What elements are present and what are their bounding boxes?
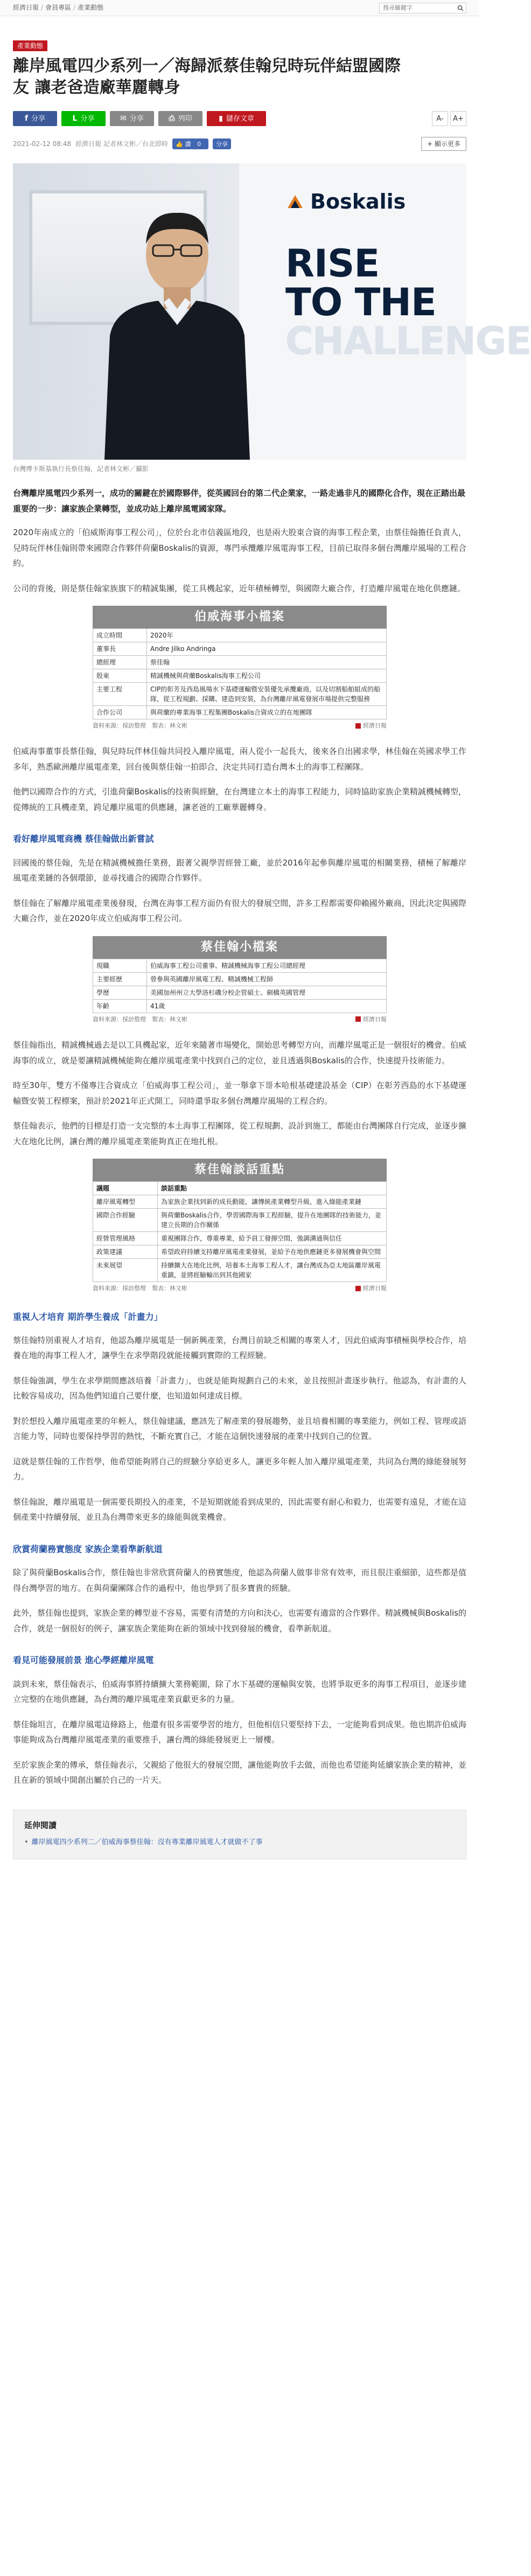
profile-brand-label: 經濟日報 [363, 1285, 387, 1292]
profile-brand-link[interactable] [355, 722, 387, 730]
facebook-like-button[interactable] [172, 139, 208, 149]
table-row [93, 972, 387, 986]
poster-slogan [285, 241, 531, 363]
topic-cell: 離岸風電轉型 [93, 1195, 158, 1209]
breadcrumb-separator: / [73, 4, 76, 12]
table-row [93, 986, 387, 999]
table-row [93, 706, 387, 719]
article-paragraph: 此外，蔡佳翰也提到，家族企業的轉型並不容易，需要有清楚的方向和決心，也需要有適當的合作夥伴。精誠機械與Boskalis的合作，就是一個很好的例子，讓家族企業能夠在新的領域中找到發展的機會，看準新航道。 [13, 1608, 466, 1633]
bookmark-icon: ▮ [219, 114, 223, 123]
company-poster [239, 163, 531, 460]
article-paragraph: 蔡佳翰說，離岸風電是一個需要長期投入的產業，不是短期就能看到成果的，因此需要有耐心和毅力，也需要有遠見，才能在這個產業中持續發展，並且為台灣帶來更多的綠能與就業機會。 [13, 1497, 466, 1522]
font-smaller-button[interactable]: A- [432, 111, 448, 126]
profile-brand-label: 經濟日報 [363, 1015, 387, 1023]
article-subheading: 重視人才培育 期許學生養成「計畫力」 [13, 1311, 163, 1322]
profile-footer [93, 1284, 387, 1292]
column-header: 談話重點 [158, 1182, 387, 1195]
article-paragraph: 公司的背後，則是蔡佳翰家族旗下的精誠集團，從工具機起家，近年積極轉型，與國際大廠合作，打造離岸風電在地化供應鏈。 [13, 583, 466, 593]
profile-value: CIP的彰芳及西島風場水下基礎運輸暨安裝優先承攬廠商，以及切割船舶組成的船隊，從工程規劃、採購、建造到安裝，為台灣離岸風電發展市場提供完整服務 [147, 683, 387, 706]
company-profile-table [93, 628, 387, 719]
profile-footer [93, 722, 387, 730]
article-paragraph: 對於想投入離岸風電產業的年輕人，蔡佳翰建議，應該先了解產業的發展趨勢，並且培養相關的專業能力，例如工程、管理或語言能力等，同時也要保持學習的熱忱，不斷充實自己，才能在這個快速發展的產業中找到自己的位置。 [13, 1416, 466, 1442]
profile-key: 董事長 [93, 642, 147, 656]
profile-brand-link[interactable] [355, 1284, 387, 1292]
article-paragraph: 談到未來，蔡佳翰表示，伯威海事將持續擴大業務範圍，除了水下基礎的運輸與安裝，也將爭取更多的海事工程項目，並逐步建立完整的在地供應鏈，為台灣的離岸風電產業貢獻更多的力量。 [13, 1679, 466, 1705]
company-profile-title: 伯威海事小檔案 [93, 606, 387, 628]
article-paragraph: 蔡佳翰特別重視人才培育，他認為離岸風電是一個新興產業，台灣目前缺乏相關的專業人才，因此伯威海事積極與學校合作，培養在地的海事工程人才，讓學生在求學階段就能接觸到實際的工程經驗。 [13, 1335, 466, 1361]
breadcrumb-separator: / [41, 4, 44, 12]
like-label: 讚 [185, 140, 191, 148]
line-icon: L [72, 114, 78, 123]
table-row [93, 1209, 387, 1232]
article-title-line-1: 離岸風電四少系列一／海歸派蔡佳翰兒時玩伴結盟國際 [13, 57, 401, 75]
top-navigation-bar [0, 0, 479, 16]
search-input[interactable] [380, 4, 455, 11]
photo-caption: 台灣博卡斯基執行長蔡佳翰，記者林文彬／攝影 [13, 465, 149, 473]
article-paragraph: 蔡佳翰表示，他們的目標是打造一支完整的本土海事工程團隊，從工程規劃、設計到施工，都能由台灣團隊自行完成，並逐步擴大在地化比例，讓台灣的離岸風電產業能夠真正在地扎根。 [13, 1121, 466, 1146]
table-row [93, 683, 387, 706]
article-meta [13, 137, 466, 150]
article-subheading: 看見可能發展前景 進心學經離岸風電 [13, 1655, 154, 1666]
column-header: 議題 [93, 1182, 158, 1195]
table-row [93, 1232, 387, 1245]
facebook-icon: f [24, 114, 29, 123]
brand-square-icon [355, 723, 361, 729]
profile-value: Andre Jilko Andringa [147, 642, 387, 656]
profile-brand-label: 經濟日報 [363, 722, 387, 729]
profile-source: 資料來源：採訪整理 製表：林文彬 [93, 722, 187, 729]
article-lead: 台灣離岸風電四少系列一，成功的關鍵在於國際夥伴，從英國回台的第二代企業家，一路走過非凡的國際化合作，現在正踏出最重要的一步：讓家族企業轉型，並成功站上離岸風電國家隊。 [13, 488, 466, 514]
facebook-share-small-button[interactable]: 分享 [213, 139, 231, 149]
brand-square-icon [355, 1016, 361, 1022]
profile-source: 資料來源：採訪整理 製表：林文彬 [93, 1015, 187, 1023]
article-title-line-2: 友 讓老爸造廠華麗轉身 [13, 78, 180, 97]
topic-cell: 未來展望 [93, 1259, 158, 1282]
table-row [93, 959, 387, 972]
facebook-share-button[interactable] [13, 111, 57, 126]
printer-icon: ⎙ [169, 114, 175, 123]
thumbs-up-icon: 👍 [175, 140, 183, 148]
article-paragraph: 蔡佳翰指出，精誠機械過去是以工具機起家，近年來隨著市場變化，開始思考轉型方向，而離岸風電正是一個很好的機會。伯威海事的成立，就是要讓精誠機械能夠在離岸風電產業中找到自己的定位，並且透過與Boskalis的合作，快速提升技術能力。 [13, 1040, 466, 1065]
article-paragraph: 至於家族企業的傳承，蔡佳翰表示，父親給了他很大的發展空間，讓他能夠放手去做，而他也希望能夠延續家族企業的精神，並且在新的領域中開創出屬於自己的一片天。 [13, 1760, 466, 1785]
article-subheading: 欣賞荷蘭務實態度 家族企業看準新航道 [13, 1543, 163, 1554]
profile-key: 主要工程 [93, 683, 147, 706]
profile-source: 資料來源：採訪整理 製表：林文彬 [93, 1285, 187, 1292]
article-paragraph: 這就是蔡佳翰的工作哲學，他希望能夠將自己的經驗分享給更多人，讓更多年輕人加入離岸風電產業，共同為台灣的綠能發展努力。 [13, 1456, 466, 1482]
article-photo [13, 163, 531, 460]
boskalis-logo-icon [285, 192, 305, 211]
print-button[interactable] [158, 111, 202, 126]
brand-square-icon [355, 1286, 361, 1291]
profile-key: 年齡 [93, 999, 147, 1013]
company-profile-box [93, 606, 387, 730]
profile-value: 41歲 [147, 999, 387, 1013]
table-row [93, 656, 387, 669]
publish-datetime: 2021-02-12 08:48 [13, 140, 72, 148]
breadcrumb-members[interactable]: 會員專區 [45, 4, 72, 12]
profile-value: 與荷蘭的專業海事工程集團Boskalis合資成立的在地團隊 [147, 706, 387, 719]
point-cell: 希望政府持續支持離岸風電產業發展，並給予在地供應鏈更多發展機會與空間 [158, 1245, 387, 1259]
topic-cell: 政策建議 [93, 1245, 158, 1259]
person-profile-table [93, 959, 387, 1013]
profile-value: 曾參與英國離岸風電工程、精誠機械工程師 [147, 972, 387, 986]
article-paragraph: 伯威海事董事長蔡佳翰，與兒時玩伴林佳翰共同投入離岸風電，兩人從小一起長大，後來各自出國求學，林佳翰在英國求學工作多年，熟悉歐洲離岸風電產業，回台後與蔡佳翰一拍即合，決定共同打造台灣本土的海事工程團隊。 [13, 746, 466, 772]
profile-key: 股東 [93, 669, 147, 683]
person-profile-box [93, 936, 387, 1023]
profile-value: 美國加州州立大學洛杉磯分校企管碩士、劍橋英國管理 [147, 986, 387, 999]
table-row [93, 629, 387, 642]
extended-reading-box [13, 1810, 466, 1859]
topic-cell: 國際合作經驗 [93, 1209, 158, 1232]
point-cell: 重視團隊合作，尊重專業，給予員工發揮空間，強調溝通與信任 [158, 1232, 387, 1245]
slogan-line-1: RISE [285, 241, 380, 286]
line-share-button[interactable] [61, 111, 106, 126]
save-article-button[interactable] [207, 111, 266, 126]
table-row [93, 999, 387, 1013]
profile-value: 2020年 [147, 629, 387, 642]
extended-reading-link-text: 離岸風電四少系列二／伯威海事蔡佳翰：沒有專業離岸風電人才就做不了事 [31, 1838, 263, 1847]
table-row [93, 1245, 387, 1259]
boskalis-logo [285, 191, 406, 212]
profile-brand-link[interactable] [355, 1015, 387, 1023]
mail-icon: ✉ [120, 114, 127, 123]
article-title [13, 56, 466, 99]
article-paragraph: 回國後的蔡佳翰，先是在精誠機械擔任業務，跟著父親學習經營工廠，並於2016年起參與離岸風電的相關業務，積極了解離岸風電產業鏈的各個環節，並尋找適合的國際合作夥伴。 [13, 857, 466, 883]
mail-share-button[interactable] [110, 111, 154, 126]
talking-points-box [93, 1159, 387, 1292]
table-header-row [93, 1182, 387, 1195]
follow-button[interactable]: + 顯示更多 [421, 137, 466, 151]
table-row [93, 669, 387, 683]
article [13, 16, 531, 1859]
table-row [93, 1195, 387, 1209]
article-subheading: 看好離岸風電商機 蔡佳翰做出新嘗試 [13, 834, 154, 844]
point-cell: 為家族企業找到新的成長動能，讓傳統產業轉型升級，進入綠能產業鏈 [158, 1195, 387, 1209]
mail-share-label: 分享 [129, 114, 144, 123]
font-larger-button[interactable]: A+ [450, 111, 466, 126]
table-row [93, 642, 387, 656]
profile-value: 蔡佳翰 [147, 656, 387, 669]
line-share-label: 分享 [80, 114, 95, 123]
topic-cell: 經營管理風格 [93, 1232, 158, 1245]
table-row [93, 1259, 387, 1282]
profile-key: 成立時間 [93, 629, 147, 642]
profile-key: 現職 [93, 959, 147, 972]
brand-name: Boskalis [310, 190, 406, 213]
slogan-line-3: CHALLENGE [285, 319, 531, 363]
section-tag[interactable]: 產業動態 [13, 40, 47, 51]
save-article-label: 儲存文章 [226, 114, 254, 123]
reporter-byline: 經濟日報 記者林文彬／台北即時 [75, 140, 168, 148]
point-cell: 持續擴大在地化比例，培養本土海事工程人才，讓台灣成為亞太地區離岸風電重鎮，並將經驗輸出到其他國家 [158, 1259, 387, 1282]
talking-points-table [93, 1181, 387, 1282]
person-profile-title: 蔡佳翰小檔案 [93, 936, 387, 959]
profile-value: 伯威海事工程公司董事、精誠機械海事工程公司總經理 [147, 959, 387, 972]
article-paragraph: 除了與荷蘭Boskalis合作，蔡佳翰也非常欣賞荷蘭人的務實態度，他認為荷蘭人做事非常有效率，而且很注重細節，這些都是值得台灣學習的地方。在與荷蘭團隊合作的過程中，他也學到了很多寶貴的經驗。 [13, 1568, 466, 1593]
breadcrumb-home[interactable]: 經濟日報 [13, 4, 39, 12]
point-cell: 與荷蘭Boskalis合作，學習國際海事工程經驗，提升在地團隊的技術能力，並建立長期的合作關係 [158, 1209, 387, 1232]
article-paragraph: 蔡佳翰在了解離岸風電產業後發現，台灣在海事工程方面仍有很大的發展空間，許多工程都需要仰賴國外廠商，因此決定與國際大廠合作，並在2020年成立伯威海事工程公司。 [13, 898, 466, 924]
person-portrait [94, 196, 261, 460]
share-toolbar [13, 110, 466, 127]
like-count: 0 [197, 140, 201, 148]
article-paragraph: 蔡佳翰強調，學生在求學期間應該培養「計畫力」，也就是能夠規劃自己的未來，並且按照計畫逐步執行。他認為，有計畫的人比較容易成功，因為他們知道自己要什麼，也知道如何達成目標。 [13, 1375, 466, 1401]
profile-key: 學歷 [93, 986, 147, 999]
article-paragraph: 時至30年，雙方不僅專注合資成立「伯威海事工程公司」，並一舉拿下哥本哈根基礎建設基金（CIP）在彰芳西島的水下基礎運輸暨安裝工程標案，預計於2021年正式開工，同時還爭取多個台灣離岸風場的工程合約。 [13, 1081, 466, 1106]
bullet-icon: • [24, 1838, 29, 1847]
profile-key: 總經理 [93, 656, 147, 669]
search-box [379, 3, 466, 13]
breadcrumb-industry[interactable]: 產業動態 [78, 4, 104, 12]
facebook-share-label: 分享 [31, 114, 46, 123]
profile-key: 合作公司 [93, 706, 147, 719]
search-icon[interactable] [455, 3, 466, 13]
article-paragraph: 2020年南成立的「伯威斯海事工程公司」，位於台北市信義區地段，也是兩大股東合資的海事工程企業，由蔡佳翰擔任負責人，兒時玩伴林佳翰則帶來國際合作夥伴荷蘭Boskalis的資源，專門承攬離岸風電海事工程，目前已取得多個台灣離岸風場的工程合約。 [13, 528, 466, 568]
article-paragraph: 他們以國際合作的方式，引進荷蘭Boskalis的技術與經驗，在台灣建立本土的海事工程能力，同時協助家族企業精誠機械轉型，從傳統的工具機產業，跨足離岸風電的供應鏈，讓老爸的工廠華麗轉身。 [13, 787, 466, 812]
print-label: 列印 [178, 114, 192, 123]
extended-reading-link[interactable] [24, 1836, 455, 1848]
font-size-controls [430, 111, 466, 126]
extended-reading-heading: 延伸閱讀 [24, 1820, 57, 1830]
talking-points-title: 蔡佳翰談話重點 [93, 1159, 387, 1181]
profile-value: 精誠機械與荷蘭Boskalis海事工程公司 [147, 669, 387, 683]
article-paragraph: 蔡佳翰坦言，在離岸風電這條路上，他還有很多需要學習的地方，但他相信只要堅持下去，一定能夠看到成果。他也期許伯威海事能夠成為台灣離岸風電產業的重要推手，讓台灣的綠能發展更上一層樓。 [13, 1719, 466, 1745]
profile-footer [93, 1015, 387, 1023]
slogan-line-2: TO THE [285, 280, 436, 324]
profile-key: 主要經歷 [93, 972, 147, 986]
